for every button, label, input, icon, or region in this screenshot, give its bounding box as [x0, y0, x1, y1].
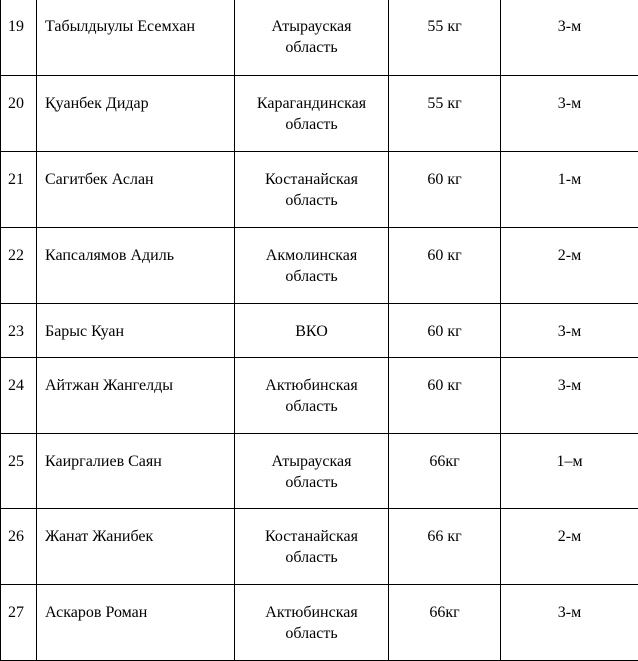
- athlete-name: Барыс Куан: [37, 304, 235, 358]
- place: 3-м: [501, 358, 638, 434]
- table-row: [1, 304, 638, 358]
- region-suffix: область: [239, 396, 384, 417]
- region-name: Актюбинская: [239, 602, 384, 623]
- place: 2-м: [501, 228, 638, 304]
- athlete-name: Табылдыулы Есемхан: [37, 0, 235, 76]
- place: 1-м: [501, 152, 638, 228]
- region-name: ВКО: [239, 321, 384, 342]
- region-cell: [235, 434, 389, 509]
- athlete-name: Сагитбек Аслан: [37, 152, 235, 228]
- athlete-name: Каиргалиев Саян: [37, 434, 235, 509]
- row-number: 23: [1, 304, 37, 358]
- athlete-name: Аскаров Роман: [37, 585, 235, 661]
- table-row: [1, 509, 638, 585]
- region-name: Карагандинская: [239, 93, 384, 114]
- region-suffix: область: [239, 114, 384, 135]
- region-name: Костанайская: [239, 526, 384, 547]
- table-row: [1, 358, 638, 434]
- region-suffix: область: [239, 623, 384, 644]
- region-name: Атырауская: [239, 451, 384, 472]
- table-row: [1, 76, 638, 152]
- region-suffix: область: [239, 266, 384, 287]
- region-suffix: область: [239, 190, 384, 211]
- region-suffix: область: [239, 37, 384, 58]
- table-row: [1, 0, 638, 76]
- region-cell: [235, 152, 389, 228]
- row-number: 19: [1, 0, 37, 76]
- table-row: [1, 585, 638, 661]
- region-name: Атырауская: [239, 16, 384, 37]
- region-suffix: область: [239, 547, 384, 568]
- region-cell: [235, 509, 389, 585]
- region-cell: [235, 228, 389, 304]
- athlete-name: Жанат Жанибек: [37, 509, 235, 585]
- row-number: 20: [1, 76, 37, 152]
- place: 3-м: [501, 585, 638, 661]
- row-number: 26: [1, 509, 37, 585]
- row-number: 27: [1, 585, 37, 661]
- weight-class: 55 кг: [389, 0, 501, 76]
- region-cell: [235, 304, 389, 358]
- region-suffix: область: [239, 472, 384, 493]
- row-number: 25: [1, 434, 37, 509]
- table-row: [1, 228, 638, 304]
- weight-class: 60 кг: [389, 304, 501, 358]
- place: 3-м: [501, 0, 638, 76]
- place: 3-м: [501, 76, 638, 152]
- athlete-name: Айтжан Жангелды: [37, 358, 235, 434]
- region-cell: [235, 358, 389, 434]
- place: 3-м: [501, 304, 638, 358]
- row-number: 24: [1, 358, 37, 434]
- place: 2-м: [501, 509, 638, 585]
- region-cell: [235, 0, 389, 76]
- athlete-name: Қуанбек Дидар: [37, 76, 235, 152]
- table-row: [1, 152, 638, 228]
- place: 1–м: [501, 434, 638, 509]
- athlete-name: Капсалямов Адиль: [37, 228, 235, 304]
- region-cell: [235, 76, 389, 152]
- row-number: 21: [1, 152, 37, 228]
- weight-class: 55 кг: [389, 76, 501, 152]
- region-name: Актюбинская: [239, 375, 384, 396]
- weight-class: 60 кг: [389, 152, 501, 228]
- region-name: Акмолинская: [239, 245, 384, 266]
- region-name: Костанайская: [239, 169, 384, 190]
- table-row: [1, 434, 638, 509]
- weight-class: 66кг: [389, 585, 501, 661]
- row-number: 22: [1, 228, 37, 304]
- region-cell: [235, 585, 389, 661]
- weight-class: 66кг: [389, 434, 501, 509]
- weight-class: 60 кг: [389, 228, 501, 304]
- weight-class: 60 кг: [389, 358, 501, 434]
- weight-class: 66 кг: [389, 509, 501, 585]
